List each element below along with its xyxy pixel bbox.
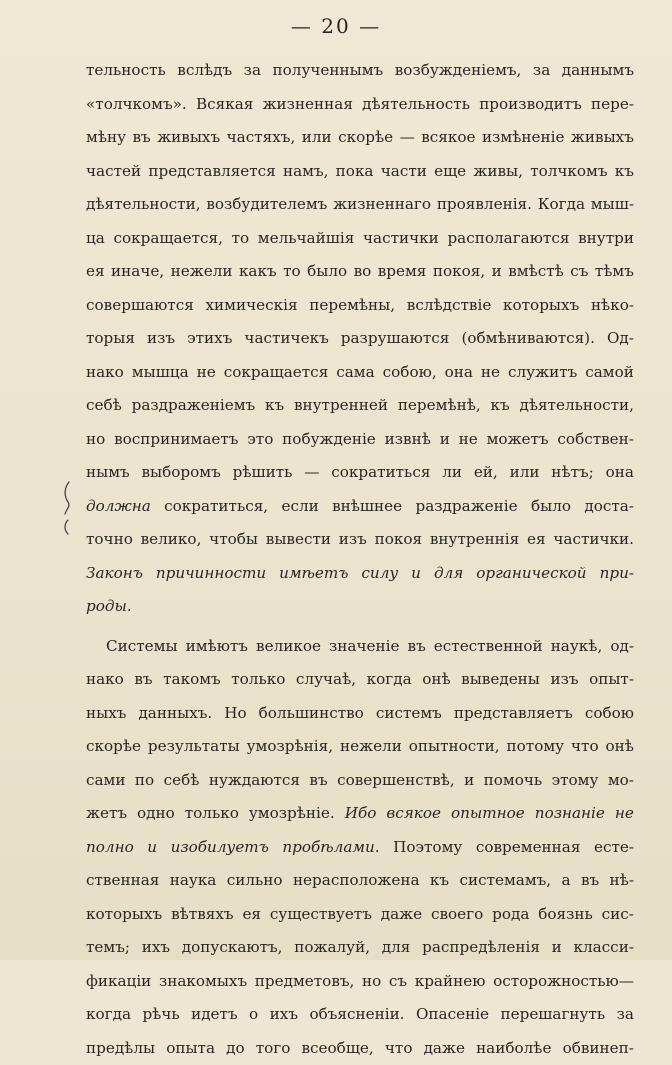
word: имѣютъ <box>186 630 248 664</box>
word: этому <box>552 764 599 798</box>
word: нѣко- <box>591 289 634 323</box>
text-line <box>86 590 634 624</box>
word: сокращается <box>224 356 329 390</box>
word: не <box>197 356 216 390</box>
word: не <box>459 423 478 457</box>
word: умозрѣніе. <box>249 797 335 831</box>
word: нако <box>86 663 124 697</box>
word: вѣтвяхъ <box>171 898 233 932</box>
word: сама <box>336 356 374 390</box>
word: и <box>552 931 562 965</box>
text-line <box>86 697 634 731</box>
page-number: — 20 — <box>0 14 672 38</box>
text-line <box>86 864 634 898</box>
word: наукѣ, <box>551 630 603 664</box>
word: крайнею <box>415 965 486 999</box>
word: точно <box>86 523 133 557</box>
word: выборомъ <box>142 456 221 490</box>
word: пожалуй, <box>294 931 370 965</box>
text-line <box>86 188 634 222</box>
word: по <box>135 764 154 798</box>
word: химическія <box>205 289 297 323</box>
word: покоя, <box>433 255 485 289</box>
text-line <box>86 730 634 764</box>
word: велико, <box>141 523 202 557</box>
word: ея <box>86 255 105 289</box>
word: совершенствѣ, <box>337 764 455 798</box>
word: торыя <box>86 322 135 356</box>
italic-word: органической <box>476 557 586 591</box>
word: умозрѣнія, <box>247 730 333 764</box>
word: толчкомъ <box>530 155 607 189</box>
word: и <box>440 423 450 457</box>
text-line <box>86 1032 634 1065</box>
word: собою <box>585 697 634 731</box>
word: наука <box>170 864 217 898</box>
word: не <box>481 356 500 390</box>
word: случаѣ, <box>296 663 356 697</box>
word: дѣятельность <box>362 88 470 122</box>
italic-word: при- <box>600 557 634 591</box>
word: ея <box>242 898 261 932</box>
word: части <box>381 155 427 189</box>
word: скорѣе <box>338 121 393 155</box>
word: пере- <box>591 88 634 122</box>
word: въ <box>581 864 599 898</box>
word: сокращается, <box>114 222 223 256</box>
text-line <box>86 764 634 798</box>
word: когда <box>86 998 131 1032</box>
italic-word: всякое <box>386 797 441 831</box>
word: даннымъ <box>562 54 634 88</box>
word: нежели <box>340 730 402 764</box>
word: то <box>283 255 301 289</box>
word: знакомыхъ <box>159 965 247 999</box>
word: ственная <box>86 864 159 898</box>
word: нежели <box>171 255 233 289</box>
word: къ <box>491 389 510 423</box>
word: объясненіи. <box>309 998 404 1032</box>
word: ли <box>442 456 462 490</box>
word: производитъ <box>479 88 582 122</box>
word: намъ, <box>283 155 328 189</box>
italic-word: опытное <box>451 797 525 831</box>
word: — <box>304 456 319 490</box>
word: этихъ <box>187 322 232 356</box>
word: современная <box>476 831 581 865</box>
word: сильно <box>227 864 283 898</box>
word: которыхъ <box>86 898 162 932</box>
text-line <box>86 289 634 323</box>
word: нѣтъ; <box>551 456 593 490</box>
word: представляетъ <box>454 697 573 731</box>
word: потому <box>507 730 565 764</box>
text-line <box>86 663 634 697</box>
word: Опасеніе <box>416 998 489 1032</box>
word: нымъ <box>86 456 130 490</box>
margin-pencil-mark <box>60 480 74 536</box>
text-line <box>86 490 634 524</box>
word: воспринимаетъ <box>114 423 238 457</box>
word: нерасположена <box>293 864 420 898</box>
word: — <box>400 121 415 155</box>
word: частей <box>86 155 141 189</box>
word: когда <box>367 663 412 697</box>
word: только <box>185 797 239 831</box>
italic-word: силу <box>361 557 398 591</box>
word: возбудителемъ <box>206 188 327 222</box>
word: предѣлы <box>86 1032 155 1065</box>
text-line <box>86 389 634 423</box>
word: системъ <box>376 697 442 731</box>
text-line <box>86 322 634 356</box>
text-line <box>86 998 634 1032</box>
italic-word: изобилуетъ <box>171 831 269 865</box>
word: такомъ <box>163 663 221 697</box>
text-line <box>86 557 634 591</box>
word: частички <box>363 222 439 256</box>
word: въ <box>134 663 152 697</box>
word: иначе, <box>111 255 164 289</box>
italic-word: для <box>434 557 463 591</box>
word: Когда <box>538 188 585 222</box>
word: доста- <box>584 490 634 524</box>
word: а <box>562 864 571 898</box>
word: внѣшнее <box>332 490 402 524</box>
word: своего <box>431 898 483 932</box>
word: дѣятельности, <box>519 389 634 423</box>
word: (обмѣниваются). <box>461 322 595 356</box>
word: она <box>606 456 634 490</box>
word: побужденіе <box>282 423 376 457</box>
italic-word: Законъ <box>86 557 143 591</box>
word: въ <box>309 764 327 798</box>
word: системамъ, <box>459 864 551 898</box>
word: раздраженіемъ <box>132 389 256 423</box>
word: сис- <box>602 898 634 932</box>
word: Од- <box>607 322 634 356</box>
word: допускаютъ, <box>182 931 283 965</box>
word: представляется <box>148 155 275 189</box>
word: себѣ <box>86 389 122 423</box>
word: жетъ <box>86 797 127 831</box>
word: помочь <box>484 764 543 798</box>
italic-word: Ибо <box>345 797 377 831</box>
word: чтобы <box>209 523 258 557</box>
word: живы, <box>473 155 523 189</box>
text-line <box>86 155 634 189</box>
word: вмѣстѣ <box>508 255 564 289</box>
word: дѣятельности, <box>86 188 201 222</box>
word: сократиться, <box>164 490 268 524</box>
word: Но <box>224 697 246 731</box>
word: боязнь <box>538 898 593 932</box>
word: великое <box>256 630 321 664</box>
text-line <box>86 797 634 831</box>
word: жизненная <box>263 88 353 122</box>
word: время <box>378 255 427 289</box>
word: онѣ <box>606 730 634 764</box>
word: онѣ <box>422 663 450 697</box>
word: если <box>281 490 318 524</box>
word: мельчайшія <box>258 222 355 256</box>
word: возбужденіемъ, <box>395 54 522 88</box>
text-line <box>86 831 634 865</box>
word: но <box>362 965 381 999</box>
word: ихъ <box>270 998 298 1032</box>
word: наиболѣе <box>476 1032 551 1065</box>
italic-word: и <box>147 831 157 865</box>
paragraph <box>86 630 634 1065</box>
word: но <box>86 423 105 457</box>
word: за <box>617 998 634 1032</box>
word: фикаціи <box>86 965 151 999</box>
word: ея <box>527 523 546 557</box>
word: идетъ <box>191 998 238 1032</box>
word: рода <box>492 898 529 932</box>
text-line <box>86 54 634 88</box>
word: опыта <box>166 1032 215 1065</box>
word: измѣненіе <box>482 121 564 155</box>
word: нуждаются <box>209 764 300 798</box>
word: къ <box>265 389 284 423</box>
word: самой <box>585 356 634 390</box>
word: тѣмъ <box>595 255 634 289</box>
text-line <box>86 121 634 155</box>
word: собою, <box>383 356 437 390</box>
word: изъ <box>147 322 175 356</box>
word: опыт- <box>589 663 634 697</box>
word: ей, <box>474 456 498 490</box>
word: во <box>354 255 372 289</box>
italic-word: пробѣлами. <box>282 831 379 865</box>
word: разрушаются <box>341 322 450 356</box>
word: ныхъ <box>86 697 126 731</box>
word: она <box>445 356 473 390</box>
word: результаты <box>148 730 240 764</box>
word: большинство <box>259 697 364 731</box>
word: за <box>244 54 261 88</box>
italic-word: роды. <box>86 590 132 624</box>
word: или <box>302 121 332 155</box>
word: «толчкомъ». <box>86 88 187 122</box>
word: что <box>571 730 599 764</box>
body-text <box>86 54 634 1065</box>
word: перешагнуть <box>500 998 605 1032</box>
word: од- <box>610 630 634 664</box>
word: опытности, <box>409 730 500 764</box>
word: сократиться <box>331 456 430 490</box>
word: пока <box>336 155 374 189</box>
word: частяхъ, <box>227 121 296 155</box>
word: естественной <box>434 630 543 664</box>
text-line <box>86 88 634 122</box>
word: было <box>531 490 571 524</box>
word: есте- <box>594 831 634 865</box>
word: служитъ <box>508 356 577 390</box>
word: полученнымъ <box>273 54 384 88</box>
word: рѣшить <box>233 456 293 490</box>
word: существуетъ <box>270 898 372 932</box>
word: рѣчь <box>142 998 179 1032</box>
word: частичекъ <box>244 322 328 356</box>
word: Всякая <box>196 88 253 122</box>
italic-word: полно <box>86 831 134 865</box>
word: и <box>492 255 502 289</box>
word: совершаются <box>86 289 194 323</box>
word: за <box>533 54 550 88</box>
word: о <box>249 998 258 1032</box>
italic-word: причинности <box>156 557 266 591</box>
word: того <box>256 1032 291 1065</box>
word: которыхъ <box>503 289 579 323</box>
word: еще <box>434 155 466 189</box>
word: даже <box>424 1032 465 1065</box>
word: перемѣнѣ, <box>398 389 481 423</box>
word: извнѣ <box>385 423 431 457</box>
word: ихъ <box>142 931 170 965</box>
word: скорѣе <box>86 730 141 764</box>
italic-word: не <box>615 797 634 831</box>
word: частички. <box>553 523 634 557</box>
word: можетъ <box>487 423 549 457</box>
italic-word: познаніе <box>535 797 605 831</box>
word: къ <box>615 155 634 189</box>
word: класси- <box>573 931 633 965</box>
word: только <box>231 663 285 697</box>
word: мѣну <box>86 121 126 155</box>
word: ца <box>86 222 105 256</box>
word: мыш- <box>591 188 634 222</box>
word: всеобще, <box>301 1032 373 1065</box>
word: мышца <box>132 356 189 390</box>
word: осторожностью— <box>493 965 634 999</box>
word: темъ; <box>86 931 130 965</box>
italic-word: должна <box>86 490 151 524</box>
word: Поэтому <box>393 831 462 865</box>
word: тельность <box>86 54 166 88</box>
word: себѣ <box>164 764 200 798</box>
word: съ <box>389 965 407 999</box>
word: жизненнаго <box>333 188 431 222</box>
text-line <box>86 255 634 289</box>
italic-word: и <box>411 557 421 591</box>
word: изъ <box>550 663 578 697</box>
word: или <box>510 456 540 490</box>
word: какъ <box>239 255 277 289</box>
text-line <box>86 630 634 664</box>
word: до <box>226 1032 245 1065</box>
word: живыхъ <box>157 121 220 155</box>
word: обвинеп- <box>563 1032 634 1065</box>
word: располагаются <box>447 222 569 256</box>
word: съ <box>570 255 588 289</box>
text-line <box>86 423 634 457</box>
word: вслѣдствіе <box>407 289 492 323</box>
word: то <box>232 222 250 256</box>
word: внутри <box>578 222 634 256</box>
word: проявленія. <box>437 188 532 222</box>
word: нако <box>86 356 124 390</box>
text-line <box>86 931 634 965</box>
word: это <box>247 423 273 457</box>
word: мо- <box>608 764 634 798</box>
word: внутреннія <box>430 523 519 557</box>
word: предметовъ, <box>255 965 355 999</box>
text-line <box>86 898 634 932</box>
word: значеніе <box>329 630 399 664</box>
word: одно <box>137 797 175 831</box>
word: внутренней <box>294 389 388 423</box>
text-line <box>86 965 634 999</box>
text-line <box>86 456 634 490</box>
word: нѣ- <box>610 864 634 898</box>
word: изъ <box>339 523 367 557</box>
word: въ <box>408 630 426 664</box>
word: вслѣдъ <box>177 54 232 88</box>
paragraph <box>86 54 634 624</box>
word: для <box>382 931 411 965</box>
word: распредѣленія <box>422 931 540 965</box>
word: вывести <box>266 523 331 557</box>
word: собствен- <box>557 423 634 457</box>
word: даже <box>381 898 422 932</box>
word: сами <box>86 764 126 798</box>
word: раздраженіе <box>416 490 518 524</box>
word: и <box>464 764 474 798</box>
text-line <box>86 523 634 557</box>
word: перемѣны, <box>309 289 395 323</box>
text-line <box>86 222 634 256</box>
word: было <box>307 255 347 289</box>
word: что <box>385 1032 413 1065</box>
word: всякое <box>421 121 475 155</box>
word: живыхъ <box>571 121 634 155</box>
text-line <box>86 356 634 390</box>
word: данныхъ. <box>138 697 212 731</box>
word: къ <box>430 864 449 898</box>
italic-word: имѣетъ <box>279 557 348 591</box>
word: Системы <box>106 630 178 664</box>
word: въ <box>133 121 151 155</box>
word: покоя <box>375 523 422 557</box>
word: выведены <box>461 663 540 697</box>
